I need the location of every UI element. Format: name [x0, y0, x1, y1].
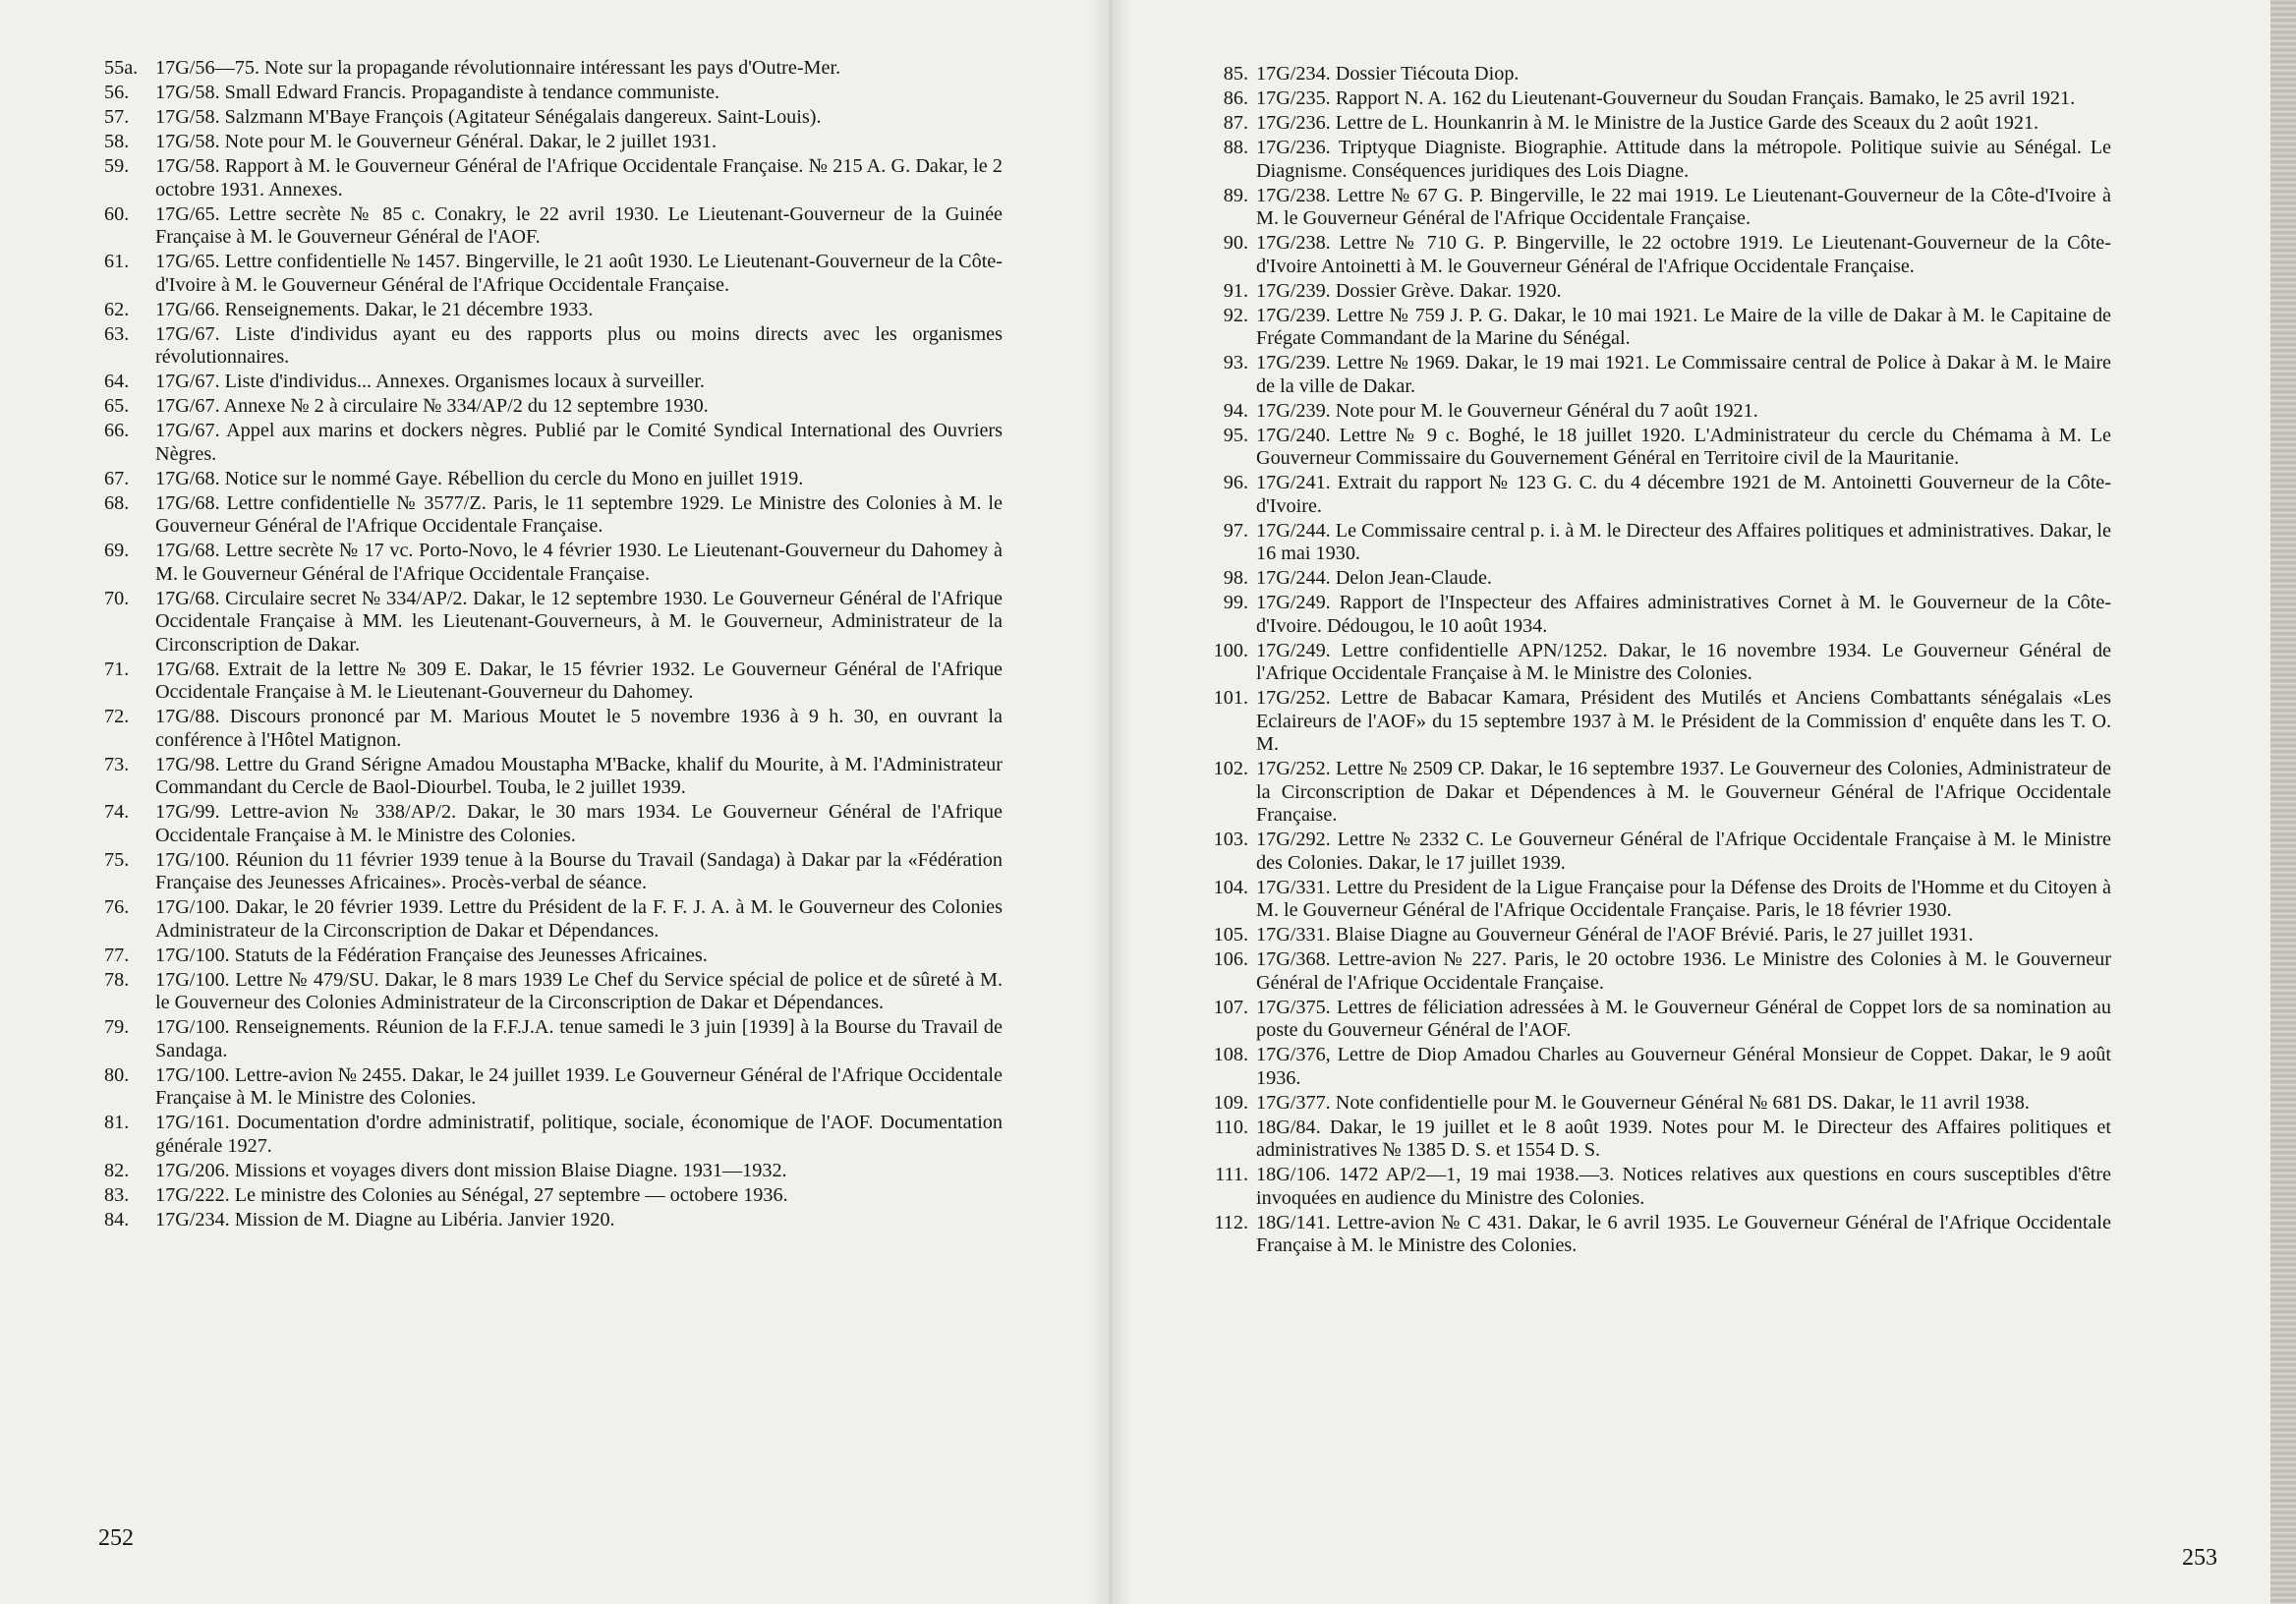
- archive-entry: [104, 395, 1003, 419]
- entry-number: 65.: [104, 395, 130, 417]
- entry-number: 64.: [104, 371, 130, 392]
- archive-entry: [104, 968, 1003, 1015]
- entry-text: 17G/58. Rapport à M. le Gouverneur Général de l'Afrique Occidentale Française. № 215 A. G. Dakar, le 2 octobre 1931. Annexes.: [155, 155, 1003, 200]
- entry-text: 17G/239. Lettre № 1969. Dakar, le 19 mai 1921. Le Commissaire central de Police à Dakar à M. le Maire de la ville de Dakar.: [1256, 352, 2111, 397]
- archive-entry: [104, 298, 1003, 322]
- entry-number: 86.: [1223, 87, 1248, 109]
- entry-text: 17G/161. Documentation d'ordre administratif, politique, sociale, économique de l'AOF. Documentation générale 1927.: [155, 1112, 1003, 1157]
- entry-text: 17G/88. Discours prononcé par M. Marious Moutet le 5 novembre 1936 à 9 h. 30, en ouvrant la conférence à l'Hôtel Matignon.: [155, 706, 1003, 751]
- entry-number: 79.: [104, 1016, 130, 1038]
- entry-text: 17G/249. Lettre confidentielle APN/1252. Dakar, le 16 novembre 1934. Le Gouverneur Général de l'Afrique Occidentale Française à M. le Ministre des Colonies.: [1256, 639, 2111, 684]
- entry-number: 83.: [104, 1183, 130, 1206]
- archive-entry: [104, 587, 1003, 658]
- entry-text: 17G/368. Lettre-avion № 227. Paris, le 20 octobre 1936. Le Ministre des Colonies à M. le Gouverneur Général de l'Afrique Occidentale Française.: [1256, 948, 2111, 994]
- entry-text: 17G/56—75. Note sur la propagande révolutionnaire intéressant les pays d'Outre-Mer.: [155, 57, 841, 79]
- archive-entry: [104, 420, 1003, 466]
- entry-text: 18G/106. 1472 AP/2—1, 19 mai 1938.—3. Notices relatives aux questions en cours susceptibles d'être invoquées en audience du Ministre des Colonies.: [1256, 1164, 2111, 1209]
- entry-number: 108.: [1213, 1044, 1248, 1065]
- entry-number: 55a.: [104, 57, 139, 79]
- archive-entry: [104, 848, 1003, 895]
- entry-number: 105.: [1213, 924, 1248, 945]
- archive-entry: [104, 1208, 1003, 1232]
- entry-number: 82.: [104, 1159, 130, 1181]
- entry-text: 17G/292. Lettre № 2332 C. Le Gouverneur Général de l'Afrique Occidentale Française à M. le Ministre des Colonies. Dakar, le 17 juillet 1939.: [1256, 829, 2111, 874]
- archive-entry: [1199, 137, 2111, 183]
- archive-entry: [1199, 87, 2111, 111]
- entry-number: 80.: [104, 1063, 130, 1086]
- entry-number: 107.: [1213, 996, 1248, 1018]
- archive-entry: [1199, 112, 2111, 136]
- archive-entry: [1199, 758, 2111, 828]
- entry-text: 17G/239. Dossier Grève. Dakar. 1920.: [1256, 279, 1562, 302]
- archive-entry: [1199, 520, 2111, 566]
- entry-text: 17G/100. Lettre № 479/SU. Dakar, le 8 mars 1939 Le Chef du Service spécial de police et de sûreté à M. le Gouverneur des Colonies Administrateur de la Circonscription de Dakar et Dépendances.: [155, 968, 1003, 1013]
- entry-number: 58.: [104, 131, 130, 152]
- archive-entry: [104, 491, 1003, 539]
- archive-entry: [1199, 352, 2111, 398]
- entry-number: 102.: [1213, 758, 1248, 779]
- entry-text: 17G/100. Dakar, le 20 février 1939. Lettre du Président de la F. F. J. A. à M. le Gouverneur des Colonies Administrateur de la Circonscription de Dakar et Dépendances.: [155, 896, 1003, 942]
- entry-text: 17G/238. Lettre № 710 G. P. Bingerville, le 22 octobre 1919. Le Lieutenant-Gouverneur de la Côte-d'Ivoire Antoinetti à M. le Gouverneur Général de l'Afrique Occidentale Française.: [1256, 232, 2111, 277]
- entry-text: 17G/67. Appel aux marins et dockers nègres. Publié par le Comité Syndical International des Ouvriers Nègres.: [155, 420, 1003, 465]
- right-page: [1111, 0, 2296, 1604]
- archive-entry: [1199, 877, 2111, 923]
- archive-entry: [104, 753, 1003, 800]
- entry-number: 111.: [1215, 1164, 1248, 1185]
- entry-text: 17G/376, Lettre de Diop Amadou Charles au Gouverneur Général Monsieur de Coppet. Dakar, le 9 août 1936.: [1256, 1044, 2111, 1089]
- entry-number: 70.: [104, 587, 130, 609]
- entry-number: 112.: [1214, 1211, 1248, 1233]
- entry-number: 73.: [104, 753, 130, 775]
- archive-entry: [104, 57, 1003, 81]
- entry-text: 17G/100. Renseignements. Réunion de la F.F.J.A. tenue samedi le 3 juin [1939] à la Bourse du Travail de Sandaga.: [155, 1016, 1003, 1061]
- entry-number: 98.: [1223, 567, 1248, 589]
- entry-text: 17G/222. Le ministre des Colonies au Sénégal, 27 septembre — octobere 1936.: [155, 1183, 788, 1206]
- entry-number: 96.: [1223, 472, 1248, 493]
- entry-number: 93.: [1223, 352, 1248, 373]
- entry-number: 81.: [104, 1112, 130, 1133]
- entry-number: 71.: [104, 658, 130, 680]
- entry-number: 74.: [104, 801, 130, 823]
- entry-number: 57.: [104, 106, 130, 128]
- entry-number: 68.: [104, 491, 130, 514]
- archive-entry: [1199, 687, 2111, 757]
- archive-entry: [104, 658, 1003, 705]
- entry-number: 78.: [104, 968, 130, 991]
- entry-text: 17G/206. Missions et voyages divers dont mission Blaise Diagne. 1931—1932.: [155, 1159, 787, 1181]
- entry-text: 17G/252. Lettre de Babacar Kamara, Président des Mutilés et Anciens Combattants sénégalais «Les Eclaireurs de l'AOF» du 15 septembre 1937 à M. le Président de la Commission d' enquête dans les T. O. M.: [1256, 687, 2111, 755]
- archive-entry: [1199, 592, 2111, 638]
- entry-text: 17G/239. Lettre № 759 J. P. G. Dakar, le 10 mai 1921. Le Maire de la ville de Dakar à M. le Capitaine de Frégate Commandant de la Marine du Sénégal.: [1256, 304, 2111, 349]
- archive-entry: [1199, 425, 2111, 471]
- page-number-right: 253: [2182, 1545, 2217, 1571]
- archive-entry: [1199, 1212, 2111, 1258]
- entry-number: 67.: [104, 467, 130, 489]
- entry-text: 17G/58. Note pour M. le Gouverneur Général. Dakar, le 2 juillet 1931.: [155, 131, 718, 152]
- archive-entry: [104, 371, 1003, 394]
- entry-text: 17G/67. Annexe № 2 à circulaire № 334/AP/2 du 12 septembre 1930.: [155, 395, 709, 417]
- archive-entry: [104, 155, 1003, 201]
- entry-text: 17G/375. Lettres de féliciation adressées à M. le Gouverneur Général de Coppet lors de sa nomination au poste du Gouverneur Général de l'AOF.: [1256, 996, 2111, 1041]
- entry-text: 17G/67. Liste d'individus... Annexes. Organismes locaux à surveiller.: [155, 371, 705, 392]
- entry-number: 104.: [1213, 876, 1248, 898]
- entry-text: 17G/68. Lettre confidentielle № 3577/Z. Paris, le 11 septembre 1929. Le Ministre des Colonies à M. le Gouverneur Général de l'Afrique Occidentale Française.: [155, 491, 1003, 537]
- entry-text: 17G/244. Delon Jean-Claude.: [1256, 567, 1492, 589]
- entry-number: 61.: [104, 251, 130, 272]
- archive-entry: [1199, 1092, 2111, 1116]
- entry-number: 88.: [1223, 137, 1248, 158]
- archive-entry: [104, 322, 1003, 370]
- archive-entry: [104, 467, 1003, 491]
- entry-number: 66.: [104, 420, 130, 441]
- entry-text: 17G/236. Lettre de L. Hounkanrin à M. le Ministre de la Justice Garde des Sceaux du 2 août 1921.: [1256, 112, 2039, 134]
- entry-text: 17G/234. Mission de M. Diagne au Libéria. Janvier 1920.: [155, 1208, 615, 1231]
- entry-text: 17G/241. Extrait du rapport № 123 G. C. du 4 décembre 1921 de M. Antoinetti Gouverneur de la Côte-d'Ivoire.: [1256, 472, 2111, 517]
- entry-text: 17G/252. Lettre № 2509 CP. Dakar, le 16 septembre 1937. Le Gouverneur des Colonies, Administrateur de la Circonscription de Dakar et Dépendences à M. le Gouverneur Général de l'Afrique Occidentale Française.: [1256, 758, 2111, 826]
- entry-number: 56.: [104, 82, 130, 103]
- entry-text: 17G/98. Lettre du Grand Sérigne Amadou Moustapha M'Backe, khalif du Mourite, à M. l'Administrateur Commandant du Cercle de Baol-Diourbel. Touba, le 2 juillet 1939.: [155, 753, 1003, 798]
- entry-number: 95.: [1223, 424, 1248, 446]
- page-edge: [2270, 0, 2296, 1604]
- entry-text: 17G/249. Rapport de l'Inspecteur des Affaires administratives Cornet à M. le Gouverneur de la Côte-d'Ivoire. Dédougou, le 10 août 1934.: [1256, 592, 2111, 637]
- entry-text: 17G/66. Renseignements. Dakar, le 21 décembre 1933.: [155, 298, 594, 320]
- archive-entry: [1199, 185, 2111, 231]
- entry-text: 18G/84. Dakar, le 19 juillet et le 8 août 1939. Notes pour M. le Directeur des Affaires politiques et administratives № 1385 D. S. et 1554 D. S.: [1256, 1116, 2111, 1161]
- left-page: [0, 0, 1111, 1604]
- entry-number: 89.: [1223, 184, 1248, 206]
- archive-entry: [1199, 948, 2111, 995]
- archive-entry: [1199, 567, 2111, 591]
- archive-entry: [104, 1183, 1003, 1208]
- archive-entry: [104, 706, 1003, 752]
- archive-entry: [104, 896, 1003, 943]
- entry-number: 100.: [1213, 639, 1248, 661]
- entry-number: 101.: [1213, 687, 1248, 709]
- archive-entry: [104, 1112, 1003, 1158]
- entry-text: 17G/244. Le Commissaire central p. i. à M. le Directeur des Affaires politiques et administratives. Dakar, le 16 mai 1930.: [1256, 519, 2112, 564]
- entry-number: 87.: [1223, 112, 1248, 134]
- entry-number: 62.: [104, 298, 130, 320]
- archive-entry: [104, 1063, 1003, 1111]
- entry-text: 17G/235. Rapport N. A. 162 du Lieutenant-Gouverneur du Soudan Français. Bamako, le 25 avril 1921.: [1256, 87, 2076, 109]
- entry-text: 17G/100. Statuts de la Fédération Française des Jeunesses Africaines.: [155, 944, 708, 966]
- entry-text: 17G/68. Lettre secrète № 17 vc. Porto-Novo, le 4 février 1930. Le Lieutenant-Gouverneur du Dahomey à M. le Gouverneur Général de l'Afrique Occidentale Française.: [155, 540, 1003, 585]
- entry-number: 94.: [1223, 399, 1248, 422]
- archive-entry: [104, 801, 1003, 847]
- archive-entry: [104, 1159, 1003, 1183]
- entry-number: 75.: [104, 848, 130, 871]
- archive-entry: [104, 251, 1003, 297]
- entry-number: 76.: [104, 896, 130, 918]
- entry-text: 17G/65. Lettre confidentielle № 1457. Bingerville, le 21 août 1930. Le Lieutenant-Gouverneur de la Côte-d'Ivoire à M. le Gouverneur Général de l'Afrique Occidentale Française.: [155, 251, 1003, 296]
- entry-number: 97.: [1223, 519, 1248, 542]
- entry-text: 17G/67. Liste d'individus ayant eu des rapports plus ou moins directs avec les organismes révolutionnaires.: [155, 322, 1003, 368]
- entry-number: 106.: [1213, 948, 1248, 970]
- archive-entry: [1199, 280, 2111, 304]
- right-entry-list: [1199, 63, 2111, 1259]
- page-number-left: 252: [98, 1525, 134, 1551]
- entry-number: 59.: [104, 155, 130, 177]
- entry-text: 17G/68. Notice sur le nommé Gaye. Rébellion du cercle du Mono en juillet 1919.: [155, 467, 804, 489]
- entry-number: 110.: [1214, 1116, 1248, 1138]
- entry-number: 92.: [1223, 304, 1248, 326]
- archive-entry: [1199, 1044, 2111, 1090]
- entry-number: 84.: [104, 1208, 130, 1231]
- entry-number: 90.: [1223, 232, 1248, 254]
- archive-entry: [1199, 829, 2111, 875]
- entry-text: 17G/236. Triptyque Diagniste. Biographie. Attitude dans la métropole. Politique suivie au Sénégal. Le Diagnisme. Conséquences juridiques des Lois Diagne.: [1256, 137, 2111, 182]
- entry-text: 17G/331. Lettre du President de la Ligue Française pour la Défense des Droits de l'Homme et du Citoyen à M. le Gouverneur Général de l'Afrique Occidentale Française. Paris, le 18 février 1930.: [1256, 876, 2111, 921]
- archive-entry: [1199, 1117, 2111, 1163]
- entry-text: 17G/68. Extrait de la lettre № 309 E. Dakar, le 15 février 1932. Le Gouverneur Général de l'Afrique Occidentale Française à M. le Lieutenant-Gouverneur du Dahomey.: [155, 658, 1003, 703]
- archive-entry: [1199, 63, 2111, 86]
- entry-number: 103.: [1213, 829, 1248, 850]
- archive-entry: [104, 944, 1003, 968]
- archive-entry: [104, 202, 1003, 250]
- entry-text: 17G/234. Dossier Tiécouta Diop.: [1256, 63, 1520, 85]
- archive-entry: [104, 1016, 1003, 1062]
- archive-entry: [104, 131, 1003, 154]
- entry-number: 77.: [104, 944, 130, 966]
- archive-entry: [104, 106, 1003, 130]
- archive-entry: [104, 540, 1003, 586]
- entry-number: 99.: [1223, 592, 1248, 613]
- entry-number: 63.: [104, 322, 130, 345]
- archive-entry: [1199, 997, 2111, 1043]
- archive-entry: [1199, 305, 2111, 351]
- archive-entry: [1199, 472, 2111, 518]
- entry-number: 85.: [1223, 63, 1248, 85]
- entry-text: 18G/141. Lettre-avion № C 431. Dakar, le 6 avril 1935. Le Gouverneur Général de l'Afrique Occidentale Française à M. le Ministre des Colonies.: [1256, 1211, 2111, 1256]
- entry-text: 17G/58. Salzmann M'Baye François (Agitateur Sénégalais dangereux. Saint-Louis).: [155, 106, 822, 128]
- entry-text: 17G/331. Blaise Diagne au Gouverneur Général de l'AOF Brévié. Paris, le 27 juillet 1931.: [1256, 924, 1974, 945]
- archive-entry: [1199, 924, 2111, 947]
- archive-entry: [1199, 1164, 2111, 1210]
- archive-entry: [104, 82, 1003, 105]
- entry-number: 91.: [1223, 279, 1248, 302]
- entry-text: 17G/58. Small Edward Francis. Propagandiste à tendance communiste.: [155, 82, 720, 103]
- entry-number: 72.: [104, 706, 130, 727]
- entry-text: 17G/238. Lettre № 67 G. P. Bingerville, le 22 mai 1919. Le Lieutenant-Gouverneur de la Côte-d'Ivoire à M. le Gouverneur Général de l'Afrique Occidentale Française.: [1256, 184, 2111, 229]
- entry-number: 109.: [1213, 1091, 1248, 1114]
- archive-entry: [1199, 232, 2111, 278]
- archive-entry: [1199, 640, 2111, 686]
- entry-text: 17G/99. Lettre-avion № 338/AP/2. Dakar, le 30 mars 1934. Le Gouverneur Général de l'Afrique Occidentale Française à M. le Ministre des Colonies.: [155, 801, 1003, 846]
- archive-entry: [1199, 400, 2111, 424]
- entry-text: 17G/239. Note pour M. le Gouverneur Général du 7 août 1921.: [1256, 399, 1758, 422]
- left-entry-list: [104, 57, 1003, 1233]
- entry-number: 69.: [104, 540, 130, 561]
- entry-text: 17G/100. Réunion du 11 février 1939 tenue à la Bourse du Travail (Sandaga) à Dakar par la «Fédération Française des Jeunesses Africaines». Procès-verbal de séance.: [155, 848, 1003, 893]
- entry-text: 17G/65. Lettre secrète № 85 c. Conakry, le 22 avril 1930. Le Lieutenant-Gouverneur de la Guinée Française à M. le Gouverneur Général de l'AOF.: [155, 202, 1003, 248]
- entry-number: 60.: [104, 202, 130, 225]
- entry-text: 17G/377. Note confidentielle pour M. le Gouverneur Général № 681 DS. Dakar, le 11 avril 1938.: [1256, 1091, 2030, 1114]
- entry-text: 17G/68. Circulaire secret № 334/AP/2. Dakar, le 12 septembre 1930. Le Gouverneur Général de l'Afrique Occidentale Française à MM. les Lieutenant-Gouverneurs, à M. le Gouverneur, Administrateur de la Circonscription de Dakar.: [155, 587, 1003, 656]
- entry-text: 17G/240. Lettre № 9 c. Boghé, le 18 juillet 1920. L'Administrateur du cercle du Chémama à M. Le Gouverneur Commissaire du Gouvernement Général en Territoire civil de la Mauritanie.: [1256, 424, 2111, 469]
- entry-text: 17G/100. Lettre-avion № 2455. Dakar, le 24 juillet 1939. Le Gouverneur Général de l'Afrique Occidentale Française à M. le Ministre des Colonies.: [155, 1063, 1003, 1109]
